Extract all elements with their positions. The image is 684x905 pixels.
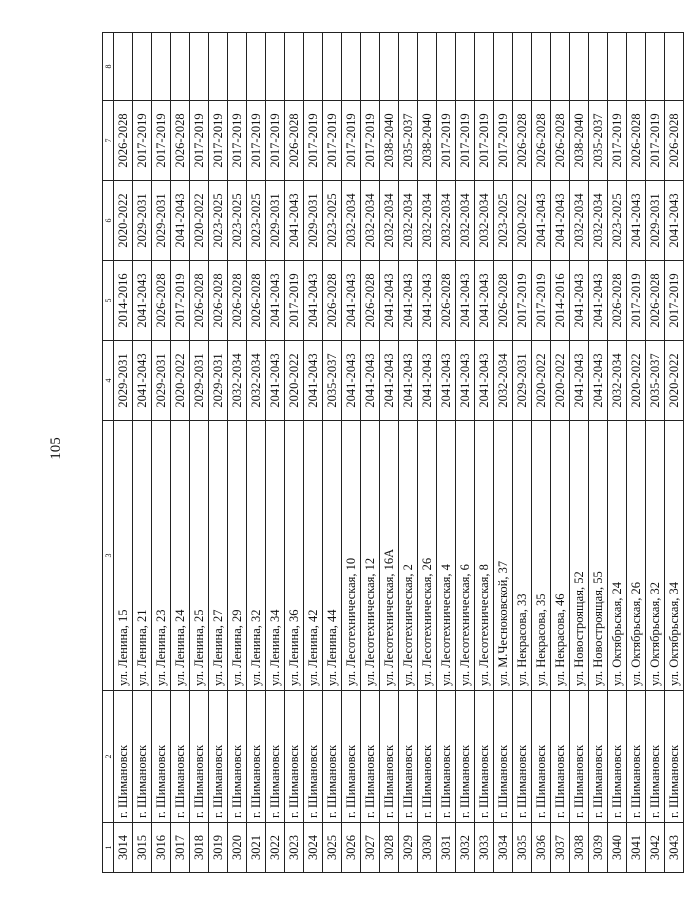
address-cell: ул. Ленина, 21 [133, 421, 152, 691]
period-col4-cell: 2035-2037 [646, 341, 665, 421]
period-col7-cell: 2017-2019 [190, 101, 209, 181]
col8-cell [437, 33, 456, 101]
period-col6-cell: 2032-2034 [399, 181, 418, 261]
period-col5-cell: 2026-2028 [437, 261, 456, 341]
col8-cell [342, 33, 361, 101]
city-cell: г. Шимановск [209, 691, 228, 823]
table-row [380, 33, 399, 873]
header-cell: 7 [103, 101, 114, 181]
address-cell: ул. Ленина, 32 [247, 421, 266, 691]
period-col5-cell: 2041-2043 [456, 261, 475, 341]
period-col5-cell: 2041-2043 [342, 261, 361, 341]
row-id-cell: 3022 [266, 823, 285, 873]
table-row [399, 33, 418, 873]
period-col6-cell: 2023-2025 [247, 181, 266, 261]
period-col6-cell: 2041-2043 [285, 181, 304, 261]
period-col5-cell: 2014-2016 [551, 261, 570, 341]
city-cell: г. Шимановск [152, 691, 171, 823]
city-cell: г. Шимановск [589, 691, 608, 823]
period-col5-cell: 2026-2028 [228, 261, 247, 341]
table-row [437, 33, 456, 873]
table-row [646, 33, 665, 873]
row-id-cell: 3026 [342, 823, 361, 873]
row-id-cell: 3038 [570, 823, 589, 873]
period-col5-cell: 2026-2028 [494, 261, 513, 341]
col8-cell [114, 33, 133, 101]
header-cell: 1 [103, 823, 114, 873]
address-cell: ул. Лесотехническая, 4 [437, 421, 456, 691]
header-cell: 5 [103, 261, 114, 341]
row-id-cell: 3034 [494, 823, 513, 873]
city-cell: г. Шимановск [114, 691, 133, 823]
col8-cell [399, 33, 418, 101]
period-col5-cell: 2026-2028 [209, 261, 228, 341]
city-cell: г. Шимановск [665, 691, 684, 823]
address-cell: ул. Лесотехническая, 16А [380, 421, 399, 691]
row-id-cell: 3043 [665, 823, 684, 873]
period-col6-cell: 2029-2031 [133, 181, 152, 261]
period-col6-cell: 2032-2034 [418, 181, 437, 261]
col8-cell [551, 33, 570, 101]
address-cell: ул. Октябрьская, 32 [646, 421, 665, 691]
period-col4-cell: 2020-2022 [665, 341, 684, 421]
rotated-table-wrapper [102, 33, 681, 873]
address-cell: ул. Ленина, 23 [152, 421, 171, 691]
col8-cell [646, 33, 665, 101]
col8-cell [513, 33, 532, 101]
table-row [361, 33, 380, 873]
period-col6-cell: 2020-2022 [513, 181, 532, 261]
address-cell: ул. Лесотехническая, 10 [342, 421, 361, 691]
period-col7-cell: 2026-2028 [532, 101, 551, 181]
period-col6-cell: 2023-2025 [228, 181, 247, 261]
table-body [103, 33, 684, 873]
period-col6-cell: 2041-2043 [171, 181, 190, 261]
city-cell: г. Шимановск [304, 691, 323, 823]
table-row [323, 33, 342, 873]
period-col4-cell: 2020-2022 [285, 341, 304, 421]
period-col5-cell: 2017-2019 [285, 261, 304, 341]
period-col5-cell: 2041-2043 [475, 261, 494, 341]
period-col5-cell: 2026-2028 [608, 261, 627, 341]
period-col7-cell: 2017-2019 [247, 101, 266, 181]
row-id-cell: 3017 [171, 823, 190, 873]
period-col4-cell: 2029-2031 [114, 341, 133, 421]
address-cell: ул. Ленина, 36 [285, 421, 304, 691]
period-col7-cell: 2035-2037 [399, 101, 418, 181]
period-col6-cell: 2032-2034 [589, 181, 608, 261]
period-col7-cell: 2026-2028 [513, 101, 532, 181]
address-cell: ул. Ленина, 42 [304, 421, 323, 691]
table-row [456, 33, 475, 873]
period-col5-cell: 2017-2019 [532, 261, 551, 341]
period-col6-cell: 2032-2034 [437, 181, 456, 261]
table-row [608, 33, 627, 873]
row-id-cell: 3036 [532, 823, 551, 873]
table-row [304, 33, 323, 873]
city-cell: г. Шимановск [266, 691, 285, 823]
city-cell: г. Шимановск [228, 691, 247, 823]
row-id-cell: 3040 [608, 823, 627, 873]
city-cell: г. Шимановск [285, 691, 304, 823]
period-col5-cell: 2017-2019 [665, 261, 684, 341]
city-cell: г. Шимановск [247, 691, 266, 823]
address-cell: ул. Некрасова, 35 [532, 421, 551, 691]
period-col4-cell: 2041-2043 [570, 341, 589, 421]
period-col6-cell: 2041-2043 [627, 181, 646, 261]
period-col7-cell: 2017-2019 [133, 101, 152, 181]
city-cell: г. Шимановск [646, 691, 665, 823]
period-col4-cell: 2041-2043 [437, 341, 456, 421]
period-col5-cell: 2041-2043 [418, 261, 437, 341]
city-cell: г. Шимановск [532, 691, 551, 823]
address-cell: ул. Ленина, 34 [266, 421, 285, 691]
period-col6-cell: 2041-2043 [665, 181, 684, 261]
page-number: 105 [47, 437, 64, 460]
period-col7-cell: 2026-2028 [665, 101, 684, 181]
period-col7-cell: 2026-2028 [171, 101, 190, 181]
period-col6-cell: 2023-2025 [209, 181, 228, 261]
period-col6-cell: 2041-2043 [532, 181, 551, 261]
address-cell: ул. Лесотехническая, 8 [475, 421, 494, 691]
city-cell: г. Шимановск [513, 691, 532, 823]
col8-cell [190, 33, 209, 101]
city-cell: г. Шимановск [190, 691, 209, 823]
header-cell: 2 [103, 691, 114, 823]
period-col4-cell: 2032-2034 [228, 341, 247, 421]
address-cell: ул. Лесотехническая, 26 [418, 421, 437, 691]
city-cell: г. Шимановск [380, 691, 399, 823]
address-cell: ул. Лесотехническая, 12 [361, 421, 380, 691]
address-cell: ул. Ленина, 29 [228, 421, 247, 691]
col8-cell [627, 33, 646, 101]
row-id-cell: 3024 [304, 823, 323, 873]
table-row [133, 33, 152, 873]
period-col7-cell: 2017-2019 [437, 101, 456, 181]
period-col4-cell: 2041-2043 [342, 341, 361, 421]
period-col7-cell: 2017-2019 [266, 101, 285, 181]
period-col4-cell: 2020-2022 [532, 341, 551, 421]
address-cell: ул. Лесотехническая, 2 [399, 421, 418, 691]
period-col6-cell: 2023-2025 [494, 181, 513, 261]
table-row [190, 33, 209, 873]
period-col7-cell: 2038-2040 [380, 101, 399, 181]
period-col7-cell: 2038-2040 [418, 101, 437, 181]
period-col4-cell: 2041-2043 [304, 341, 323, 421]
period-col6-cell: 2020-2022 [190, 181, 209, 261]
col8-cell [171, 33, 190, 101]
period-col4-cell: 2041-2043 [418, 341, 437, 421]
row-id-cell: 3028 [380, 823, 399, 873]
period-col4-cell: 2041-2043 [266, 341, 285, 421]
col8-cell [608, 33, 627, 101]
table-row [285, 33, 304, 873]
city-cell: г. Шимановск [133, 691, 152, 823]
period-col7-cell: 2017-2019 [152, 101, 171, 181]
col8-cell [209, 33, 228, 101]
period-col4-cell: 2029-2031 [152, 341, 171, 421]
period-col4-cell: 2041-2043 [361, 341, 380, 421]
period-col4-cell: 2041-2043 [475, 341, 494, 421]
row-id-cell: 3015 [133, 823, 152, 873]
row-id-cell: 3042 [646, 823, 665, 873]
header-cell: 4 [103, 341, 114, 421]
period-col7-cell: 2017-2019 [304, 101, 323, 181]
period-col6-cell: 2020-2022 [114, 181, 133, 261]
period-col6-cell: 2029-2031 [646, 181, 665, 261]
table-header-row [103, 33, 114, 873]
city-cell: г. Шимановск [323, 691, 342, 823]
period-col6-cell: 2032-2034 [342, 181, 361, 261]
address-cell: ул. Ленина, 15 [114, 421, 133, 691]
period-col7-cell: 2017-2019 [494, 101, 513, 181]
header-cell: 6 [103, 181, 114, 261]
period-col6-cell: 2029-2031 [152, 181, 171, 261]
col8-cell [456, 33, 475, 101]
row-id-cell: 3023 [285, 823, 304, 873]
table-row [171, 33, 190, 873]
table-row [475, 33, 494, 873]
period-col4-cell: 2029-2031 [209, 341, 228, 421]
period-col4-cell: 2029-2031 [513, 341, 532, 421]
col8-cell [133, 33, 152, 101]
table-row [342, 33, 361, 873]
address-cell: ул. Октябрьская, 24 [608, 421, 627, 691]
city-cell: г. Шимановск [475, 691, 494, 823]
period-col4-cell: 2020-2022 [627, 341, 646, 421]
period-col4-cell: 2041-2043 [133, 341, 152, 421]
address-cell: ул. Ленина, 24 [171, 421, 190, 691]
table-row [570, 33, 589, 873]
period-col6-cell: 2041-2043 [551, 181, 570, 261]
address-cell: ул. Новостроящая, 52 [570, 421, 589, 691]
table-row [209, 33, 228, 873]
col8-cell [494, 33, 513, 101]
period-col4-cell: 2041-2043 [589, 341, 608, 421]
period-col7-cell: 2017-2019 [608, 101, 627, 181]
period-col7-cell: 2017-2019 [646, 101, 665, 181]
period-col7-cell: 2017-2019 [456, 101, 475, 181]
period-col7-cell: 2017-2019 [342, 101, 361, 181]
col8-cell [152, 33, 171, 101]
period-col5-cell: 2041-2043 [304, 261, 323, 341]
period-col6-cell: 2032-2034 [570, 181, 589, 261]
period-col4-cell: 2032-2034 [608, 341, 627, 421]
address-cell: ул. Некрасова, 46 [551, 421, 570, 691]
period-col5-cell: 2026-2028 [190, 261, 209, 341]
col8-cell [304, 33, 323, 101]
table-row [228, 33, 247, 873]
row-id-cell: 3031 [437, 823, 456, 873]
city-cell: г. Шимановск [608, 691, 627, 823]
period-col7-cell: 2017-2019 [475, 101, 494, 181]
table-row [532, 33, 551, 873]
address-cell: ул. Ленина, 27 [209, 421, 228, 691]
col8-cell [228, 33, 247, 101]
period-col5-cell: 2041-2043 [380, 261, 399, 341]
table-row [551, 33, 570, 873]
address-cell: ул. Новостроящая, 55 [589, 421, 608, 691]
table-row [665, 33, 684, 873]
city-cell: г. Шимановск [399, 691, 418, 823]
period-col4-cell: 2041-2043 [456, 341, 475, 421]
period-col5-cell: 2041-2043 [133, 261, 152, 341]
period-col5-cell: 2017-2019 [513, 261, 532, 341]
table-row [152, 33, 171, 873]
col8-cell [285, 33, 304, 101]
address-cell: ул. Некрасова, 33 [513, 421, 532, 691]
row-id-cell: 3035 [513, 823, 532, 873]
city-cell: г. Шимановск [494, 691, 513, 823]
row-id-cell: 3016 [152, 823, 171, 873]
period-col6-cell: 2032-2034 [380, 181, 399, 261]
period-col5-cell: 2026-2028 [646, 261, 665, 341]
row-id-cell: 3033 [475, 823, 494, 873]
table-row [627, 33, 646, 873]
period-col5-cell: 2026-2028 [361, 261, 380, 341]
address-cell: ул. Октябрьская, 34 [665, 421, 684, 691]
address-cell: ул. М.Чесноковской, 37 [494, 421, 513, 691]
row-id-cell: 3027 [361, 823, 380, 873]
table-row [418, 33, 437, 873]
row-id-cell: 3039 [589, 823, 608, 873]
col8-cell [418, 33, 437, 101]
period-col6-cell: 2032-2034 [475, 181, 494, 261]
row-id-cell: 3025 [323, 823, 342, 873]
period-col5-cell: 2041-2043 [399, 261, 418, 341]
period-col7-cell: 2026-2028 [285, 101, 304, 181]
city-cell: г. Шимановск [437, 691, 456, 823]
period-col5-cell: 2017-2019 [171, 261, 190, 341]
table-row [266, 33, 285, 873]
col8-cell [323, 33, 342, 101]
row-id-cell: 3019 [209, 823, 228, 873]
period-col5-cell: 2026-2028 [323, 261, 342, 341]
period-col5-cell: 2026-2028 [247, 261, 266, 341]
city-cell: г. Шимановск [418, 691, 437, 823]
table-row [247, 33, 266, 873]
col8-cell [532, 33, 551, 101]
city-cell: г. Шимановск [627, 691, 646, 823]
period-col6-cell: 2029-2031 [266, 181, 285, 261]
row-id-cell: 3020 [228, 823, 247, 873]
table-row [114, 33, 133, 873]
period-col4-cell: 2032-2034 [247, 341, 266, 421]
period-col7-cell: 2026-2028 [627, 101, 646, 181]
period-col7-cell: 2017-2019 [209, 101, 228, 181]
col8-cell [665, 33, 684, 101]
period-col7-cell: 2017-2019 [361, 101, 380, 181]
city-cell: г. Шимановск [456, 691, 475, 823]
col8-cell [247, 33, 266, 101]
period-col5-cell: 2014-2016 [114, 261, 133, 341]
period-col4-cell: 2041-2043 [399, 341, 418, 421]
period-col7-cell: 2026-2028 [114, 101, 133, 181]
period-col7-cell: 2026-2028 [551, 101, 570, 181]
period-col4-cell: 2032-2034 [494, 341, 513, 421]
col8-cell [361, 33, 380, 101]
city-cell: г. Шимановск [570, 691, 589, 823]
registry-table [102, 32, 684, 873]
period-col5-cell: 2026-2028 [152, 261, 171, 341]
address-cell: ул. Ленина, 25 [190, 421, 209, 691]
period-col4-cell: 2035-2037 [323, 341, 342, 421]
period-col6-cell: 2029-2031 [304, 181, 323, 261]
period-col5-cell: 2041-2043 [589, 261, 608, 341]
period-col7-cell: 2038-2040 [570, 101, 589, 181]
col8-cell [589, 33, 608, 101]
period-col7-cell: 2017-2019 [323, 101, 342, 181]
city-cell: г. Шимановск [361, 691, 380, 823]
col8-cell [475, 33, 494, 101]
period-col4-cell: 2041-2043 [380, 341, 399, 421]
table-row [589, 33, 608, 873]
period-col7-cell: 2035-2037 [589, 101, 608, 181]
address-cell: ул. Лесотехническая, 6 [456, 421, 475, 691]
header-cell: 3 [103, 421, 114, 691]
period-col5-cell: 2017-2019 [627, 261, 646, 341]
address-cell: ул. Ленина, 44 [323, 421, 342, 691]
row-id-cell: 3037 [551, 823, 570, 873]
period-col4-cell: 2020-2022 [551, 341, 570, 421]
row-id-cell: 3030 [418, 823, 437, 873]
table-row [494, 33, 513, 873]
row-id-cell: 3021 [247, 823, 266, 873]
address-cell: ул. Октябрьская, 26 [627, 421, 646, 691]
period-col5-cell: 2041-2043 [266, 261, 285, 341]
period-col7-cell: 2017-2019 [228, 101, 247, 181]
row-id-cell: 3018 [190, 823, 209, 873]
period-col5-cell: 2041-2043 [570, 261, 589, 341]
table-row [513, 33, 532, 873]
period-col6-cell: 2032-2034 [361, 181, 380, 261]
col8-cell [570, 33, 589, 101]
period-col6-cell: 2023-2025 [608, 181, 627, 261]
row-id-cell: 3029 [399, 823, 418, 873]
row-id-cell: 3032 [456, 823, 475, 873]
period-col4-cell: 2020-2022 [171, 341, 190, 421]
period-col6-cell: 2032-2034 [456, 181, 475, 261]
city-cell: г. Шимановск [551, 691, 570, 823]
header-cell: 8 [103, 33, 114, 101]
row-id-cell: 3014 [114, 823, 133, 873]
period-col4-cell: 2029-2031 [190, 341, 209, 421]
row-id-cell: 3041 [627, 823, 646, 873]
col8-cell [266, 33, 285, 101]
col8-cell [380, 33, 399, 101]
city-cell: г. Шимановск [171, 691, 190, 823]
city-cell: г. Шимановск [342, 691, 361, 823]
period-col6-cell: 2023-2025 [323, 181, 342, 261]
